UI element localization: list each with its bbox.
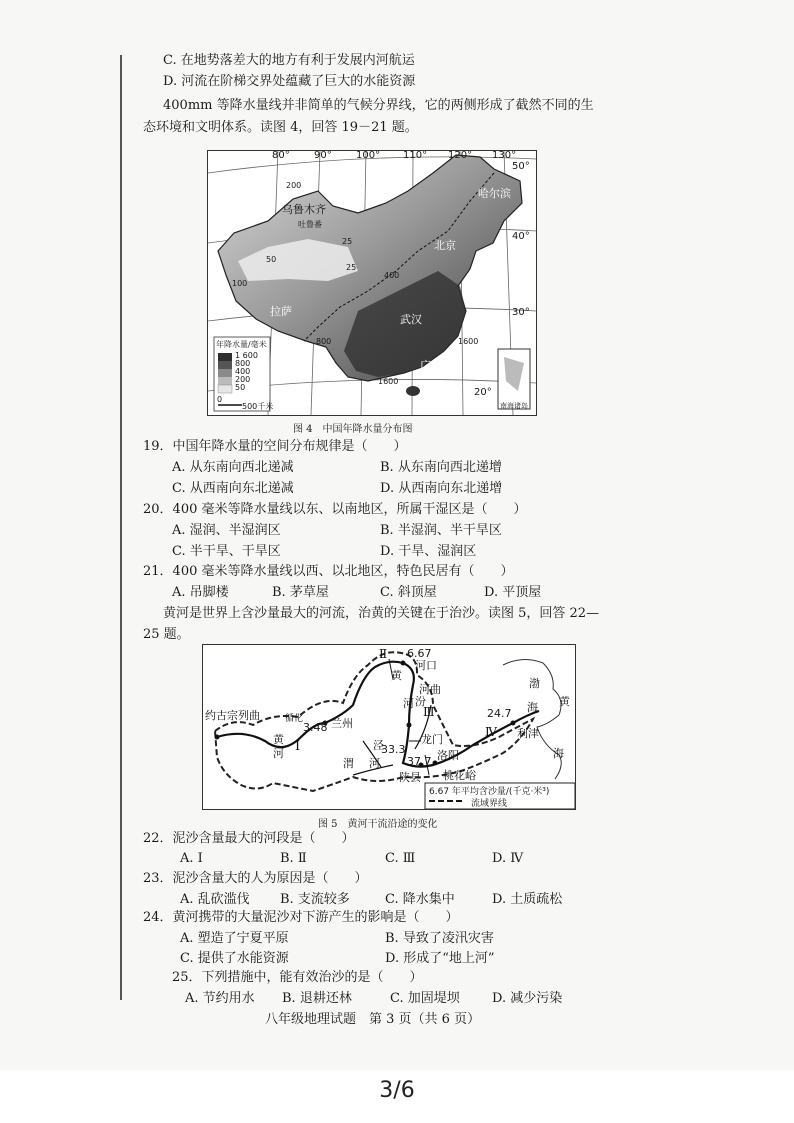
lijin-dot bbox=[511, 721, 516, 726]
city-wuhan: 武汉 bbox=[400, 313, 422, 326]
source-dot bbox=[215, 735, 220, 740]
q19-option-d: D. 从西南向东北递增 bbox=[380, 481, 503, 496]
question-23-stem: 23．泥沙含量大的人为原因是（ ） bbox=[143, 871, 368, 886]
isohyet-label: 50 bbox=[266, 255, 277, 264]
city-urumqi: 乌鲁木齐 bbox=[282, 203, 326, 216]
q25-option-c: C. 加固堤坝 bbox=[390, 991, 460, 1006]
page-indicator: 3/6 bbox=[379, 1078, 415, 1103]
label-xunhua: 循化 bbox=[285, 714, 304, 724]
place-huayuankou: 桃花峪 bbox=[443, 769, 476, 782]
question-25-stem: 25．下列措施中，能有效治沙的是（ ） bbox=[172, 970, 423, 985]
option-c-prev: C. 在地势落差大的地方有利于发展内河航运 bbox=[163, 53, 415, 68]
legend-value: 1 600 bbox=[235, 351, 258, 360]
q20-option-a: A. 湿润、半湿润区 bbox=[172, 523, 281, 538]
longmen-dot bbox=[407, 723, 412, 728]
question-22-stem: 22．泥沙含量最大的河段是（ ） bbox=[143, 831, 355, 846]
question-21-stem: 21．400 毫米等降水量线以西、以北地区，特色民居有（ ） bbox=[143, 564, 514, 579]
isohyet-label: 400 bbox=[384, 271, 400, 280]
label-hai: 海 bbox=[527, 701, 538, 714]
city-harbin: 哈尔滨 bbox=[478, 187, 511, 200]
place-hekou: 河口 bbox=[415, 659, 437, 672]
city-beijing: 北京 bbox=[434, 239, 456, 252]
legend-value: 50 bbox=[235, 383, 246, 392]
section-label-1: I bbox=[295, 739, 301, 754]
label-he: 河 bbox=[369, 757, 380, 770]
place-hequ: 河曲 bbox=[419, 683, 441, 696]
inset-label: 南海诸岛 bbox=[500, 402, 528, 410]
lon-label: 100° bbox=[356, 150, 381, 161]
sand-value: 3.48 bbox=[303, 721, 328, 734]
sand-value: 37.7 bbox=[407, 755, 432, 768]
lon-label: 120° bbox=[448, 150, 473, 161]
q23-option-a: A. 乱砍滥伐 bbox=[180, 892, 250, 907]
section-label-3: Ⅲ bbox=[423, 705, 435, 719]
q22-option-c: C. Ⅲ bbox=[385, 851, 416, 866]
q23-option-b: B. 支流较多 bbox=[280, 892, 350, 907]
q21-option-c: C. 斜顶屋 bbox=[380, 585, 437, 600]
q23-option-d: D. 土质疏松 bbox=[492, 892, 563, 907]
lat-label: 20° bbox=[474, 387, 492, 398]
q21-option-b: B. 茅草屋 bbox=[272, 585, 329, 600]
label-huanghe1: 黄 bbox=[273, 733, 284, 746]
lat-label: 30° bbox=[512, 307, 530, 318]
sand-value: 33.3 bbox=[381, 743, 406, 756]
isohyet-label: 100 bbox=[232, 279, 248, 288]
isohyet-label: 1600 bbox=[458, 337, 479, 346]
q24-option-a: A. 塑造了宁夏平原 bbox=[180, 931, 289, 946]
city-turpan: 吐鲁番 bbox=[298, 220, 322, 229]
isohyet-label: 25 bbox=[346, 263, 357, 272]
q22-option-a: A. Ⅰ bbox=[180, 851, 203, 866]
q23-option-c: C. 降水集中 bbox=[385, 892, 455, 907]
label-huang-sea: 黄 bbox=[559, 695, 570, 708]
q25-option-a: A. 节约用水 bbox=[185, 991, 255, 1006]
lat-label: 50° bbox=[512, 161, 530, 172]
binding-margin-line bbox=[120, 55, 122, 1000]
lon-label: 80° bbox=[272, 150, 290, 161]
q20-option-c: C. 半干旱、干旱区 bbox=[172, 544, 281, 559]
yellow-river-intro-line2: 25 题。 bbox=[143, 627, 190, 642]
scale-end: 500千米 bbox=[242, 402, 274, 411]
place-shanxian: 陕县 bbox=[399, 771, 421, 784]
label-fen: 汾 bbox=[415, 695, 426, 708]
scale-start: 0 bbox=[217, 395, 223, 404]
legend-value: 400 bbox=[235, 367, 251, 376]
lat-label: 40° bbox=[512, 231, 530, 242]
label-he2: 河 bbox=[403, 697, 414, 710]
city-lhasa: 拉萨 bbox=[270, 305, 292, 318]
label-bo: 渤 bbox=[529, 677, 540, 690]
precipitation-map-figure bbox=[207, 150, 537, 416]
lon-label: 130° bbox=[492, 150, 517, 161]
place-longmen: 龙门 bbox=[421, 733, 443, 746]
yellow-river-map-figure bbox=[202, 644, 576, 810]
q19-option-c: C. 从西南向东北递减 bbox=[172, 481, 294, 496]
figure4-caption: 图 4 中国年降水量分布图 bbox=[293, 424, 413, 435]
legend-value: 200 bbox=[235, 375, 251, 384]
place-luoyang: 洛阳 bbox=[437, 749, 459, 762]
q22-option-b: B. Ⅱ bbox=[280, 851, 307, 866]
label-jing: 泾 bbox=[373, 739, 384, 752]
lon-label: 90° bbox=[314, 150, 332, 161]
hekou-dot bbox=[401, 661, 406, 666]
question-20-stem: 20．400 毫米等降水量线以东、以南地区，所属干湿区是（ ） bbox=[143, 502, 527, 517]
lon-label: 110° bbox=[403, 150, 428, 161]
legend-basin-text: 流域界线 bbox=[471, 799, 508, 809]
question-24-stem: 24．黄河携带的大量泥沙对下游产生的影响是（ ） bbox=[143, 910, 459, 925]
section-label-4: Ⅳ bbox=[485, 725, 497, 739]
label-wei: 渭 bbox=[343, 757, 354, 770]
q22-option-d: D. Ⅳ bbox=[492, 851, 524, 866]
figure5-caption: 图 5 黄河干流沿途的变化 bbox=[318, 819, 438, 830]
q19-option-a: A. 从东南向西北递减 bbox=[172, 460, 294, 475]
sand-value: 6.67 bbox=[407, 647, 432, 660]
q21-option-d: D. 平顶屋 bbox=[484, 585, 542, 600]
legend-value: 800 bbox=[235, 359, 251, 368]
q20-option-d: D. 干旱、湿润区 bbox=[380, 544, 477, 559]
q25-option-d: D. 减少污染 bbox=[492, 991, 563, 1006]
legend-title: 年降水量/毫米 bbox=[216, 340, 267, 349]
sand-value: 24.7 bbox=[487, 707, 512, 720]
intro-paragraph-line2: 态环境和文明体系。读图 4，回答 19－21 题。 bbox=[143, 120, 418, 135]
label-hai2: 海 bbox=[553, 747, 564, 760]
isohyet-label: 800 bbox=[316, 337, 332, 346]
q24-option-d: D. 形成了“地上河” bbox=[385, 951, 495, 966]
option-d-prev: D. 河流在阶梯交界处蕴藏了巨大的水能资源 bbox=[163, 74, 416, 89]
intro-paragraph-line1: 400mm 等降水量线并非简单的气候分界线，它的两侧形成了截然不同的生 bbox=[163, 98, 594, 113]
question-19-stem: 19．中国年降水量的空间分布规律是（ ） bbox=[143, 439, 407, 454]
legend-sand-text: 6.67 年平均含沙量/(千克·米³) bbox=[429, 787, 550, 797]
hainan-island bbox=[406, 386, 420, 396]
isohyet-label: 25 bbox=[342, 237, 353, 246]
label-huanghe2: 河 bbox=[273, 747, 284, 760]
isohyet-label: 200 bbox=[286, 181, 302, 190]
q19-option-b: B. 从东南向西北递增 bbox=[380, 460, 502, 475]
place-yueguzonglie: 约古宗列曲 bbox=[205, 709, 260, 722]
yellow-river-intro-line1: 黄河是世界上含沙量最大的河流，治黄的关键在于治沙。读图 5，回答 22— bbox=[163, 606, 600, 621]
q24-option-c: C. 提供了水能资源 bbox=[180, 951, 289, 966]
place-lanzhou: 兰州 bbox=[331, 717, 353, 730]
place-lijin: 利津 bbox=[517, 727, 539, 740]
page-footer: 八年级地理试题 第 3 页（共 6 页） bbox=[265, 1012, 481, 1027]
q24-option-b: B. 导致了凌汛灾害 bbox=[385, 931, 494, 946]
isohyet-label: 1600 bbox=[378, 377, 399, 386]
city-guangzhou: 广州 bbox=[420, 359, 442, 372]
section-label-2: Ⅱ bbox=[379, 647, 388, 661]
q25-option-b: B. 退耕还林 bbox=[282, 991, 352, 1006]
label-huang: 黄 bbox=[391, 669, 402, 682]
q20-option-b: B. 半湿润、半干旱区 bbox=[380, 523, 502, 538]
q21-option-a: A. 吊脚楼 bbox=[172, 585, 229, 600]
